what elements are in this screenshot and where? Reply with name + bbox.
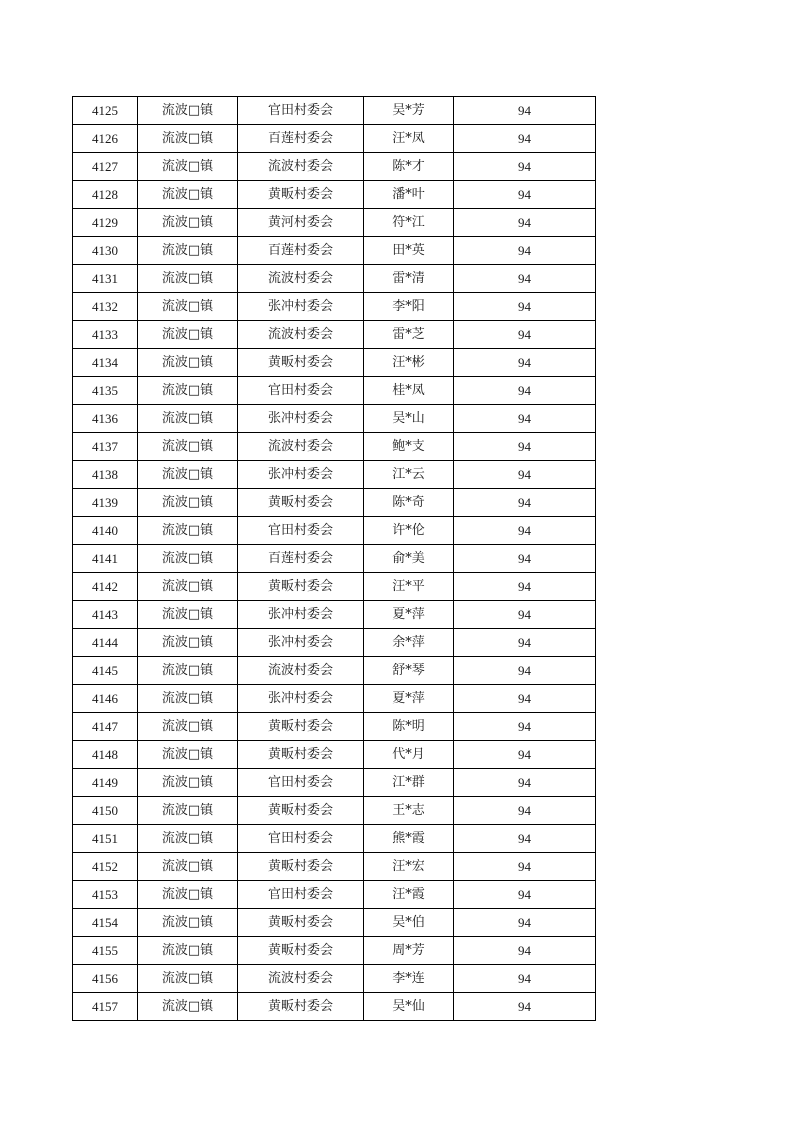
score-cell: 94 <box>454 909 596 937</box>
table-row <box>73 545 596 573</box>
village-cell: 张冲村委会 <box>238 629 364 657</box>
row-number-cell: 4133 <box>73 321 138 349</box>
village-cell: 官田村委会 <box>238 825 364 853</box>
town-cell: 流波□镇 <box>138 377 238 405</box>
town-cell: 流波□镇 <box>138 713 238 741</box>
town-cell: 流波□镇 <box>138 237 238 265</box>
person-name-cell: 雷*芝 <box>364 321 454 349</box>
score-cell: 94 <box>454 629 596 657</box>
town-cell: 流波□镇 <box>138 517 238 545</box>
town-cell: 流波□镇 <box>138 209 238 237</box>
village-cell: 张冲村委会 <box>238 685 364 713</box>
town-cell: 流波□镇 <box>138 349 238 377</box>
village-cell: 流波村委会 <box>238 153 364 181</box>
person-name-cell: 吴*山 <box>364 405 454 433</box>
village-cell: 黄畈村委会 <box>238 937 364 965</box>
person-name-cell: 夏*萍 <box>364 601 454 629</box>
village-cell: 黄畈村委会 <box>238 909 364 937</box>
score-cell: 94 <box>454 965 596 993</box>
village-cell: 官田村委会 <box>238 881 364 909</box>
row-number-cell: 4136 <box>73 405 138 433</box>
town-cell: 流波□镇 <box>138 461 238 489</box>
village-cell: 流波村委会 <box>238 965 364 993</box>
village-cell: 张冲村委会 <box>238 405 364 433</box>
table-row <box>73 881 596 909</box>
table-row <box>73 461 596 489</box>
score-cell: 94 <box>454 153 596 181</box>
table-row <box>73 153 596 181</box>
row-number-cell: 4125 <box>73 97 138 125</box>
row-number-cell: 4157 <box>73 993 138 1021</box>
score-cell: 94 <box>454 573 596 601</box>
row-number-cell: 4143 <box>73 601 138 629</box>
person-name-cell: 舒*琴 <box>364 657 454 685</box>
row-number-cell: 4129 <box>73 209 138 237</box>
row-number-cell: 4134 <box>73 349 138 377</box>
table-row <box>73 97 596 125</box>
score-cell: 94 <box>454 293 596 321</box>
score-cell: 94 <box>454 685 596 713</box>
person-name-cell: 陈*奇 <box>364 489 454 517</box>
town-cell: 流波□镇 <box>138 97 238 125</box>
table-row <box>73 349 596 377</box>
town-cell: 流波□镇 <box>138 853 238 881</box>
town-cell: 流波□镇 <box>138 153 238 181</box>
score-cell: 94 <box>454 181 596 209</box>
town-cell: 流波□镇 <box>138 125 238 153</box>
village-cell: 官田村委会 <box>238 517 364 545</box>
person-name-cell: 许*伦 <box>364 517 454 545</box>
person-name-cell: 夏*萍 <box>364 685 454 713</box>
town-cell: 流波□镇 <box>138 825 238 853</box>
town-cell: 流波□镇 <box>138 433 238 461</box>
table-row <box>73 181 596 209</box>
score-cell: 94 <box>454 741 596 769</box>
score-cell: 94 <box>454 405 596 433</box>
table-row <box>73 517 596 545</box>
village-cell: 黄畈村委会 <box>238 797 364 825</box>
row-number-cell: 4151 <box>73 825 138 853</box>
person-name-cell: 李*连 <box>364 965 454 993</box>
row-number-cell: 4148 <box>73 741 138 769</box>
town-cell: 流波□镇 <box>138 293 238 321</box>
village-cell: 黄畈村委会 <box>238 489 364 517</box>
village-cell: 黄畈村委会 <box>238 993 364 1021</box>
village-cell: 黄河村委会 <box>238 209 364 237</box>
town-cell: 流波□镇 <box>138 937 238 965</box>
person-name-cell: 吴*仙 <box>364 993 454 1021</box>
score-cell: 94 <box>454 237 596 265</box>
score-cell: 94 <box>454 601 596 629</box>
table-row <box>73 937 596 965</box>
row-number-cell: 4145 <box>73 657 138 685</box>
score-cell: 94 <box>454 377 596 405</box>
table-row <box>73 797 596 825</box>
table-row <box>73 237 596 265</box>
town-cell: 流波□镇 <box>138 489 238 517</box>
row-number-cell: 4146 <box>73 685 138 713</box>
table-row <box>73 125 596 153</box>
person-name-cell: 陈*才 <box>364 153 454 181</box>
village-cell: 流波村委会 <box>238 321 364 349</box>
score-cell: 94 <box>454 937 596 965</box>
table-row <box>73 825 596 853</box>
town-cell: 流波□镇 <box>138 797 238 825</box>
person-name-cell: 汪*凤 <box>364 125 454 153</box>
row-number-cell: 4149 <box>73 769 138 797</box>
score-cell: 94 <box>454 517 596 545</box>
person-name-cell: 江*云 <box>364 461 454 489</box>
person-name-cell: 王*志 <box>364 797 454 825</box>
table-row <box>73 741 596 769</box>
village-cell: 官田村委会 <box>238 769 364 797</box>
row-number-cell: 4144 <box>73 629 138 657</box>
table-row <box>73 657 596 685</box>
row-number-cell: 4137 <box>73 433 138 461</box>
row-number-cell: 4147 <box>73 713 138 741</box>
score-cell: 94 <box>454 993 596 1021</box>
row-number-cell: 4139 <box>73 489 138 517</box>
row-number-cell: 4141 <box>73 545 138 573</box>
row-number-cell: 4130 <box>73 237 138 265</box>
table-body <box>73 97 596 1021</box>
table-row <box>73 629 596 657</box>
score-cell: 94 <box>454 209 596 237</box>
town-cell: 流波□镇 <box>138 909 238 937</box>
village-cell: 官田村委会 <box>238 97 364 125</box>
score-cell: 94 <box>454 265 596 293</box>
town-cell: 流波□镇 <box>138 657 238 685</box>
village-cell: 百莲村委会 <box>238 125 364 153</box>
person-name-cell: 汪*彬 <box>364 349 454 377</box>
village-cell: 黄畈村委会 <box>238 741 364 769</box>
table-row <box>73 489 596 517</box>
table-row <box>73 209 596 237</box>
score-cell: 94 <box>454 321 596 349</box>
row-number-cell: 4142 <box>73 573 138 601</box>
row-number-cell: 4154 <box>73 909 138 937</box>
person-name-cell: 潘*叶 <box>364 181 454 209</box>
village-cell: 张冲村委会 <box>238 461 364 489</box>
person-name-cell: 桂*凤 <box>364 377 454 405</box>
person-name-cell: 周*芳 <box>364 937 454 965</box>
score-cell: 94 <box>454 881 596 909</box>
row-number-cell: 4126 <box>73 125 138 153</box>
score-cell: 94 <box>454 97 596 125</box>
town-cell: 流波□镇 <box>138 629 238 657</box>
person-name-cell: 吴*伯 <box>364 909 454 937</box>
table-row <box>73 405 596 433</box>
town-cell: 流波□镇 <box>138 321 238 349</box>
person-name-cell: 俞*美 <box>364 545 454 573</box>
village-cell: 流波村委会 <box>238 433 364 461</box>
village-cell: 流波村委会 <box>238 265 364 293</box>
table-row <box>73 601 596 629</box>
row-number-cell: 4140 <box>73 517 138 545</box>
person-name-cell: 鲍*支 <box>364 433 454 461</box>
town-cell: 流波□镇 <box>138 405 238 433</box>
score-cell: 94 <box>454 349 596 377</box>
score-cell: 94 <box>454 797 596 825</box>
row-number-cell: 4155 <box>73 937 138 965</box>
table-row <box>73 965 596 993</box>
person-name-cell: 汪*霞 <box>364 881 454 909</box>
row-number-cell: 4156 <box>73 965 138 993</box>
village-cell: 黄畈村委会 <box>238 853 364 881</box>
person-name-cell: 熊*霞 <box>364 825 454 853</box>
village-cell: 黄畈村委会 <box>238 713 364 741</box>
row-number-cell: 4131 <box>73 265 138 293</box>
table-row <box>73 573 596 601</box>
person-name-cell: 雷*清 <box>364 265 454 293</box>
table-row <box>73 713 596 741</box>
table-row <box>73 853 596 881</box>
table-row <box>73 321 596 349</box>
town-cell: 流波□镇 <box>138 965 238 993</box>
village-cell: 黄畈村委会 <box>238 181 364 209</box>
row-number-cell: 4127 <box>73 153 138 181</box>
table-row <box>73 769 596 797</box>
row-number-cell: 4138 <box>73 461 138 489</box>
village-cell: 黄畈村委会 <box>238 349 364 377</box>
table-row <box>73 265 596 293</box>
table-row <box>73 293 596 321</box>
town-cell: 流波□镇 <box>138 741 238 769</box>
town-cell: 流波□镇 <box>138 181 238 209</box>
score-cell: 94 <box>454 769 596 797</box>
person-name-cell: 田*英 <box>364 237 454 265</box>
town-cell: 流波□镇 <box>138 685 238 713</box>
village-cell: 黄畈村委会 <box>238 573 364 601</box>
village-cell: 百莲村委会 <box>238 545 364 573</box>
town-cell: 流波□镇 <box>138 545 238 573</box>
score-cell: 94 <box>454 489 596 517</box>
person-name-cell: 符*江 <box>364 209 454 237</box>
row-number-cell: 4132 <box>73 293 138 321</box>
person-name-cell: 江*群 <box>364 769 454 797</box>
score-cell: 94 <box>454 125 596 153</box>
score-cell: 94 <box>454 433 596 461</box>
town-cell: 流波□镇 <box>138 769 238 797</box>
person-name-cell: 陈*明 <box>364 713 454 741</box>
score-cell: 94 <box>454 853 596 881</box>
town-cell: 流波□镇 <box>138 265 238 293</box>
town-cell: 流波□镇 <box>138 993 238 1021</box>
village-cell: 官田村委会 <box>238 377 364 405</box>
row-number-cell: 4150 <box>73 797 138 825</box>
village-cell: 张冲村委会 <box>238 601 364 629</box>
score-cell: 94 <box>454 461 596 489</box>
table-row <box>73 377 596 405</box>
person-name-cell: 余*萍 <box>364 629 454 657</box>
table-row <box>73 685 596 713</box>
person-name-cell: 汪*平 <box>364 573 454 601</box>
row-number-cell: 4153 <box>73 881 138 909</box>
village-cell: 张冲村委会 <box>238 293 364 321</box>
row-number-cell: 4152 <box>73 853 138 881</box>
village-cell: 流波村委会 <box>238 657 364 685</box>
village-cell: 百莲村委会 <box>238 237 364 265</box>
score-cell: 94 <box>454 825 596 853</box>
table-row <box>73 993 596 1021</box>
person-name-cell: 汪*宏 <box>364 853 454 881</box>
data-table <box>72 96 596 1021</box>
score-cell: 94 <box>454 713 596 741</box>
table-row <box>73 909 596 937</box>
score-cell: 94 <box>454 657 596 685</box>
town-cell: 流波□镇 <box>138 573 238 601</box>
row-number-cell: 4128 <box>73 181 138 209</box>
town-cell: 流波□镇 <box>138 881 238 909</box>
table-row <box>73 433 596 461</box>
row-number-cell: 4135 <box>73 377 138 405</box>
score-cell: 94 <box>454 545 596 573</box>
town-cell: 流波□镇 <box>138 601 238 629</box>
person-name-cell: 李*阳 <box>364 293 454 321</box>
person-name-cell: 代*月 <box>364 741 454 769</box>
person-name-cell: 吴*芳 <box>364 97 454 125</box>
